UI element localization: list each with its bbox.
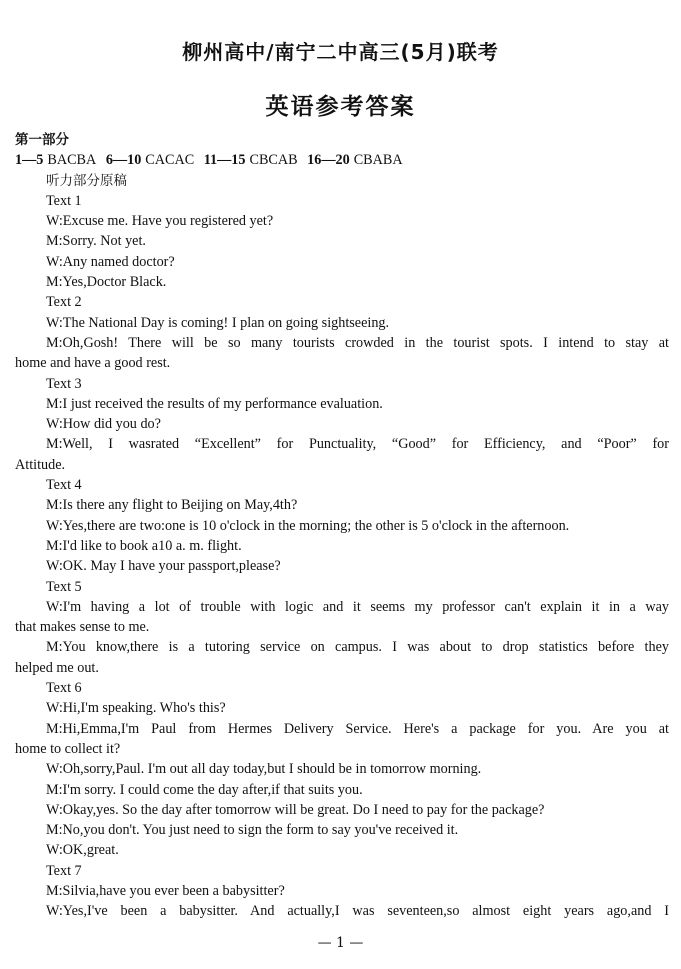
dialogue-line-continued: that makes sense to me.: [15, 619, 150, 636]
answer-letters: CBCAB: [249, 152, 298, 169]
dialogue-line: W:OK. May I have your passport,please?: [46, 558, 281, 575]
answer-range: 1—5: [15, 152, 44, 169]
answer-range: 6—10: [105, 152, 142, 169]
dialogue-line: M:Sorry. Not yet.: [46, 233, 146, 250]
dialogue-line: M:Hi,Emma,I'm Paul from Hermes Delivery Service. Here's a package for you. Are you at: [46, 720, 669, 737]
text-heading: Text 7: [46, 862, 82, 879]
dialogue-line: W:Excuse me. Have you registered yet?: [46, 213, 274, 230]
dialogue-line: W:Hi,I'm speaking. Who's this?: [46, 700, 226, 717]
dialogue-line: W:How did you do?: [46, 416, 161, 433]
dialogue-line: W:Oh,sorry,Paul. I'm out all day today,but I should be in tomorrow morning.: [46, 761, 482, 778]
dialogue-line: M:Well, I wasrated “Excellent” for Punctuality, “Good” for Efficiency, and “Poor” for: [46, 436, 669, 453]
exam-title: 柳州高中/南宁二中高三(5月)联考: [182, 40, 499, 64]
dialogue-line: M:I just received the results of my performance evaluation.: [46, 395, 383, 412]
answer-letters: CACAC: [145, 152, 195, 169]
section-heading: 第一部分: [15, 132, 69, 148]
dialogue-line: M:Yes,Doctor Black.: [46, 274, 167, 291]
text-heading: Text 5: [46, 578, 82, 595]
page-number: — 1 —: [317, 935, 364, 951]
dialogue-line: W:Yes,there are two:one is 10 o'clock in the morning; the other is 5 o'clock in the afternoon.: [46, 517, 570, 534]
dialogue-line: W:OK,great.: [46, 842, 119, 859]
dialogue-line: W:Any named doctor?: [46, 253, 175, 270]
answer-letters: BACBA: [47, 152, 97, 169]
dialogue-line: W:Okay,yes. So the day after tomorrow will be great. Do I need to pay for the package?: [46, 801, 545, 818]
answer-range: 16—20: [307, 152, 350, 169]
dialogue-line: M:Silvia,have you ever been a babysitter?: [46, 882, 285, 899]
transcript-label: 听力部分原稿: [46, 172, 127, 189]
answer-key-row: [15, 150, 669, 170]
dialogue-line: M:You know,there is a tutoring service on campus. I was about to drop statistics before they: [46, 639, 669, 656]
answer-key-title: 英语参考答案: [265, 94, 416, 120]
dialogue-line: M:I'm sorry. I could come the day after,if that suits you.: [46, 781, 363, 798]
transcript: [15, 191, 669, 922]
text-heading: Text 3: [46, 375, 82, 392]
text-heading: Text 4: [46, 477, 82, 494]
text-heading: Text 2: [46, 294, 82, 311]
dialogue-line-continued: helped me out.: [15, 659, 99, 676]
dialogue-line: W:The National Day is coming! I plan on going sightseeing.: [46, 314, 390, 331]
dialogue-line-continued: home to collect it?: [15, 740, 121, 757]
document-body: [15, 130, 669, 922]
text-heading: Text 1: [46, 192, 82, 209]
dialogue-line: M:No,you don't. You just need to sign the form to say you've received it.: [46, 822, 459, 839]
dialogue-line-continued: home and have a good rest.: [15, 355, 171, 372]
dialogue-line: M:Is there any flight to Beijing on May,4th?: [46, 497, 298, 514]
answer-range: 11—15: [203, 152, 246, 169]
answer-letters: CBABA: [353, 152, 403, 169]
text-heading: Text 6: [46, 680, 82, 697]
dialogue-line: M:I'd like to book a10 a. m. flight.: [46, 537, 242, 554]
dialogue-line: W:I'm having a lot of trouble with logic and it seems my professor can't explain it in a way: [46, 598, 669, 615]
dialogue-line-continued: Attitude.: [15, 456, 66, 473]
dialogue-line: M:Oh,Gosh! There will be so many tourists crowded in the tourist spots. I intend to stay at: [46, 334, 669, 351]
dialogue-line: W:Yes,I've been a babysitter. And actually,I was seventeen,so almost eight years ago,and I: [46, 903, 669, 920]
